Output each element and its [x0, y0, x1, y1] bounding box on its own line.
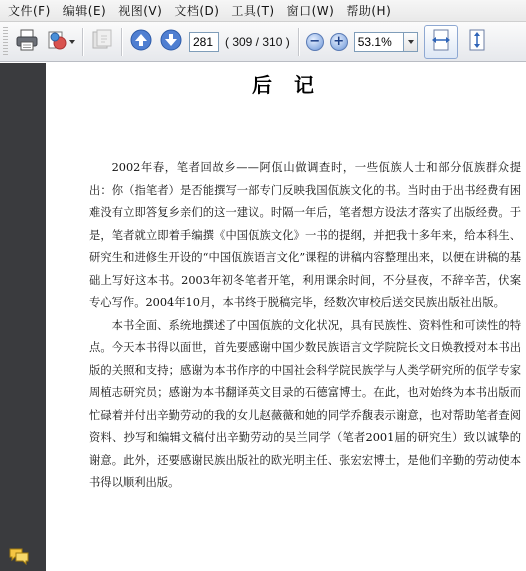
full-screen-icon [466, 28, 488, 55]
hand-tool-button[interactable] [87, 26, 117, 58]
menu-view[interactable]: 视图(V) [118, 3, 163, 18]
menu-edit[interactable]: 编辑(E) [62, 3, 107, 18]
menu-window[interactable]: 窗口(W) [286, 3, 335, 18]
menu-help[interactable]: 帮助(H) [346, 3, 392, 18]
zoom-in-button[interactable] [330, 33, 348, 51]
previous-page-icon [130, 29, 152, 54]
next-page-button[interactable] [156, 26, 186, 58]
hand-tool-icon [90, 28, 114, 55]
zoom-out-icon: − [309, 34, 321, 49]
paragraph: 2002年春，笔者回故乡——阿佤山做调查时，一些佤族人士和部分佤族群众提出：你（指笔者）是否能撰写一部专门反映我国佤族文化的书。当时由于出书经费有困难没有立即答复乡亲们的这一建议。时隔一年后，笔者想方设法才落实了出版经费。于是，笔者就立即着手编撰《中国佤族文化》一书的提纲，并把我十多年来，给本科生、研究生和进修生开设的“中国佤族语言文化”课程的讲稿内容整理出来，以便在讲稿的基础上写好这本书。2003年初冬笔者开笔，利用课余时间，不分昼夜，不辞辛苦，伏案专心写作。2004年10月，本书终于脱稿完毕，经数次审校后送交民族出版社出版。 [89, 161, 521, 309]
share-button[interactable] [42, 26, 78, 58]
print-button[interactable] [12, 26, 42, 58]
page-title: 后记 [252, 73, 336, 97]
next-page-icon [160, 29, 182, 54]
share-icon [46, 29, 68, 54]
chevron-down-icon [408, 40, 414, 44]
comments-icon[interactable] [8, 547, 30, 565]
fit-width-icon [430, 28, 452, 55]
menu-document[interactable]: 文档(D) [174, 3, 220, 18]
paragraph: 本书全面、系统地撰述了中国佤族的文化状况，具有民族性、资料性和可读性的特点。今天本书得以面世，首先要感谢中国少数民族语言文学院院长文日焕教授对本书出版的关照和支持；感谢为本书作序的中国社会科学院民族学与人类学研究所的佤学专家周植志研究员；感谢为本书翻译英文目录的石德富博士。在此，也对始终为本书出版而忙碌着并付出辛勤劳动的我的女儿赵薇薇和她的同学乔馥表示谢意，也对帮助笔者查阅资料、抄写和编辑文稿付出辛勤劳动的吴兰同学（笔者2001届的研究生）致以诚挚的谢意。此外，还要感谢民族出版社的欧光明主任、张宏宏博士，是他们辛勤的劳动使本书得以顺利出版。 [89, 318, 521, 489]
toolbar-divider [121, 28, 122, 56]
zoom-out-button[interactable] [306, 33, 324, 51]
page-count: ( 309 / 310 ) [225, 34, 290, 49]
print-icon [15, 28, 39, 55]
zoom-input[interactable] [354, 32, 404, 52]
full-screen-button[interactable] [460, 25, 494, 59]
fit-width-button[interactable] [424, 25, 458, 59]
toolbar-grip[interactable] [3, 27, 8, 57]
zoom-dropdown[interactable] [404, 32, 418, 52]
toolbar [0, 22, 526, 62]
chevron-down-icon [69, 40, 75, 44]
navigation-panel [0, 63, 46, 571]
zoom-in-icon: + [333, 34, 345, 49]
menu-file[interactable]: 文件(F) [8, 3, 51, 18]
menu-tools[interactable]: 工具(T) [231, 3, 275, 18]
previous-page-button[interactable] [126, 26, 156, 58]
toolbar-divider [82, 28, 83, 56]
document-page[interactable] [46, 63, 526, 571]
page-number-input[interactable] [189, 32, 219, 52]
document-body [89, 157, 521, 495]
toolbar-divider [298, 28, 299, 56]
menu-bar [0, 0, 526, 22]
